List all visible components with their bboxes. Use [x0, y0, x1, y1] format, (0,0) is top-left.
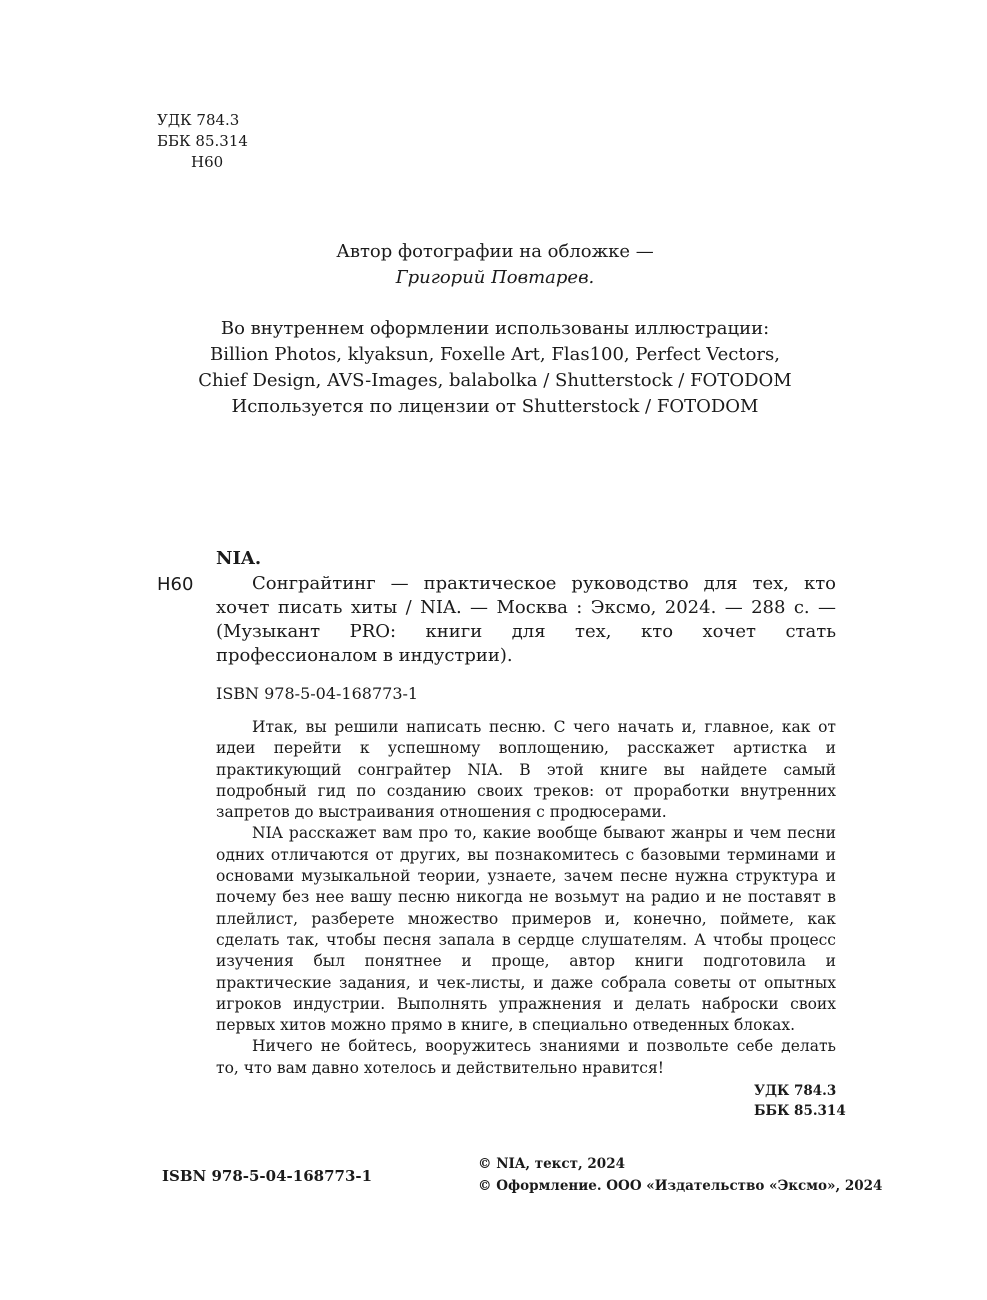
abstract-paragraph: Итак, вы решили написать песню. С чего начать и, главное, как от идеи перейти к успешному воплощению, расскажет артистка и практикующий сонграйтер NIA. В этой книге вы найдете самый подробный гид по созданию своих треков: от проработки внутренних запретов до выстраивания отношения с продюсерами. [216, 718, 836, 822]
photo-credit-name: Григорий Повтарев. [395, 267, 595, 288]
copyright-design: © Оформление. ООО «Издательство «Эксмо», 2024 [478, 1178, 883, 1194]
catalog-author: NIA. [216, 548, 262, 569]
bbk-code: ББК 85.314 [157, 132, 248, 150]
author-mark-code: Н60 [191, 153, 224, 171]
illustration-credits [150, 316, 840, 420]
photo-credit-label: Автор фотографии на обложке — [336, 241, 654, 262]
catalog-author-mark: Н60 [157, 574, 194, 595]
book-abstract [216, 717, 836, 1079]
illustration-credit-line: Chief Design, AVS-Images, balabolka / Shutterstock / FOTODOM [198, 370, 792, 391]
illustration-credit-line: Billion Photos, klyaksun, Foxelle Art, Flas100, Perfect Vectors, [210, 344, 780, 365]
copyright-block [478, 1153, 882, 1197]
illustration-credit-line: Во внутреннем оформлении использованы иллюстрации: [220, 318, 770, 339]
classification-codes-bottom [754, 1081, 846, 1121]
udk-code: УДК 784.3 [157, 111, 240, 129]
classification-codes [157, 110, 248, 173]
abstract-paragraph: Ничего не бойтесь, вооружитесь знаниями и позвольте себе делать то, что вам давно хотелось и действительно нравится! [216, 1037, 836, 1077]
footer-isbn: ISBN 978-5-04-168773-1 [162, 1167, 373, 1185]
udk-code-bottom: УДК 784.3 [754, 1083, 837, 1099]
illustration-credit-line: Используется по лицензии от Shutterstock / FOTODOM [231, 396, 759, 417]
catalog-description: Сонграйтинг — практическое руководство для тех, кто хочет писать хиты / NIA. — Москва : Эксмо, 2024. — 288 с. — (Музыкант PRO: книги для тех, кто хочет стать профессионалом в индустрии). [216, 573, 836, 666]
bbk-code-bottom: ББК 85.314 [754, 1103, 846, 1119]
abstract-paragraph: NIA расскажет вам про то, какие вообще бывают жанры и чем песни одних отличаются от других, вы познакомитесь с базовыми терминами и основами музыкальной теории, узнаете, зачем песне нужна структура и почему без нее вашу песню никогда не возьмут на радио и не поставят в плейлист, разберете множество примеров и, конечно, поймете, как сделать так, чтобы песня запала в сердце слушателям. А чтобы процесс изучения был понятнее и проще, автор книги подготовила и практические задания, и чек-листы, и даже собрала советы от опытных игроков индустрии. Выполнять упражнения и делать наброски своих первых хитов можно прямо в книге, в специально отведенных блоках. [216, 824, 836, 1035]
copyright-text: © NIA, текст, 2024 [478, 1156, 625, 1172]
photo-credit [150, 239, 840, 291]
catalog-isbn: ISBN 978-5-04-168773-1 [216, 684, 419, 703]
